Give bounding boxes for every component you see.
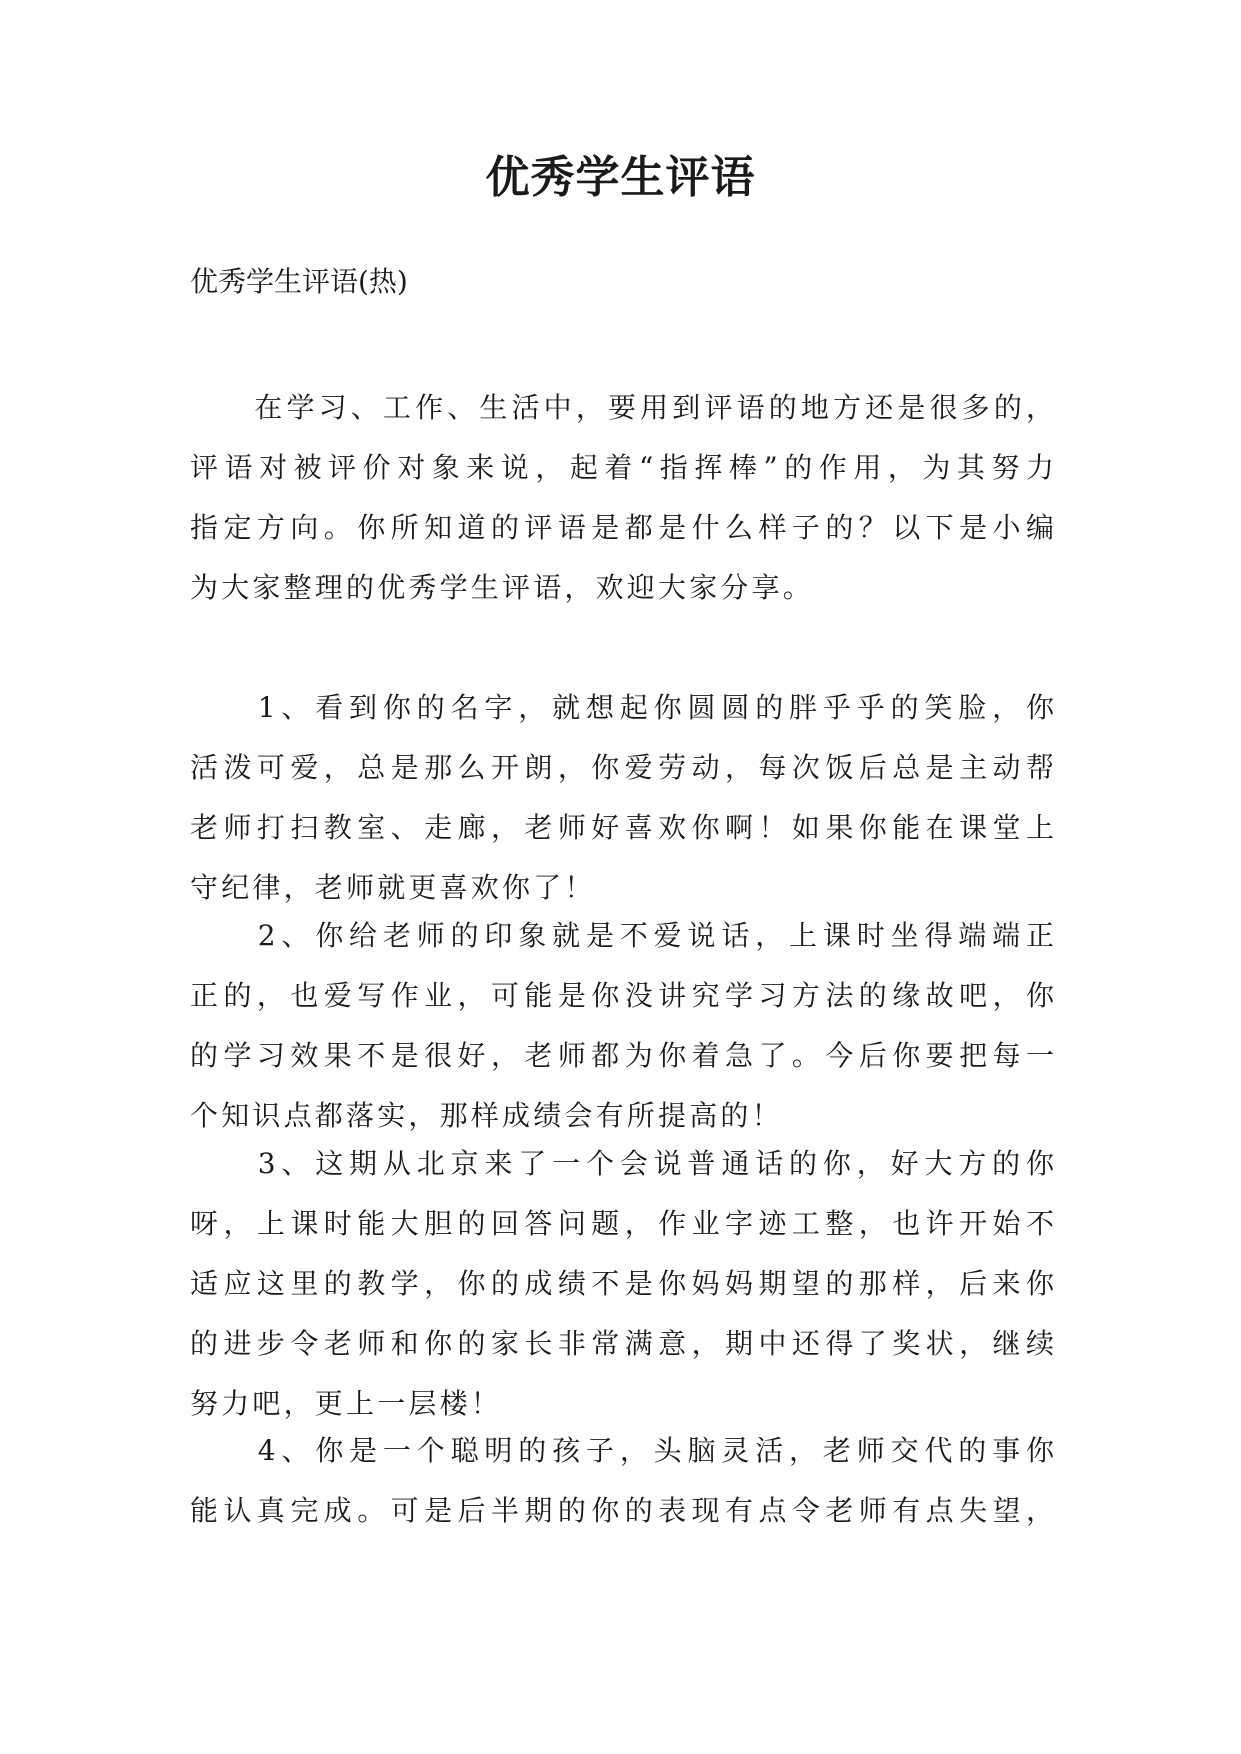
text-line: 正的，也爱写作业，可能是你没讲究学习方法的缘故吧，你 bbox=[190, 979, 1054, 1012]
text-line: 2、你给老师的印象就是不爱说话，上课时坐得端端正 bbox=[190, 919, 1054, 952]
text-line: 努力吧，更上一层楼！ bbox=[190, 1387, 503, 1420]
text-line: 活泼可爱，总是那么开朗，你爱劳动，每次饭后总是主动帮 bbox=[190, 751, 1054, 784]
text-line: 的学习效果不是很好，老师都为你着急了。今后你要把每一 bbox=[190, 1039, 1054, 1072]
paragraph-comment-3 bbox=[190, 1134, 1054, 1434]
paragraph-intro bbox=[190, 378, 1054, 618]
document-subtitle: 优秀学生评语(热) bbox=[190, 265, 408, 298]
text-line: 呀，上课时能大胆的回答问题，作业字迹工整，也许开始不 bbox=[190, 1207, 1054, 1240]
text-line: 指定方向。你所知道的评语是都是什么样子的？以下是小编 bbox=[190, 511, 1054, 544]
text-line: 3、这期从北京来了一个会说普通话的你，好大方的你 bbox=[190, 1147, 1054, 1180]
text-line: 能认真完成。可是后半期的你的表现有点令老师有点失望， bbox=[190, 1494, 1054, 1527]
text-line: 为大家整理的优秀学生评语，欢迎大家分享。 bbox=[190, 571, 815, 604]
text-line: 守纪律，老师就更喜欢你了！ bbox=[190, 871, 596, 904]
text-line: 个知识点都落实，那样成绩会有所提高的！ bbox=[190, 1099, 783, 1132]
paragraph-comment-4 bbox=[190, 1421, 1054, 1541]
text-line: 的进步令老师和你的家长非常满意，期中还得了奖状，继续 bbox=[190, 1327, 1054, 1360]
text-line: 4、你是一个聪明的孩子，头脑灵活，老师交代的事你 bbox=[190, 1434, 1054, 1467]
text-line: 1、看到你的名字，就想起你圆圆的胖乎乎的笑脸，你 bbox=[190, 691, 1054, 724]
paragraph-comment-1 bbox=[190, 678, 1054, 918]
text-line: 在学习、工作、生活中，要用到评语的地方还是很多的， bbox=[190, 391, 1054, 424]
text-line: 评语对被评价对象来说，起着“指挥棒”的作用，为其努力 bbox=[190, 451, 1054, 484]
text-line: 老师打扫教室、走廊，老师好喜欢你啊！如果你能在课堂上 bbox=[190, 811, 1054, 844]
paragraph-comment-2 bbox=[190, 906, 1054, 1146]
text-line: 适应这里的教学，你的成绩不是你妈妈期望的那样，后来你 bbox=[190, 1267, 1054, 1300]
document-title: 优秀学生评语 bbox=[485, 152, 756, 203]
